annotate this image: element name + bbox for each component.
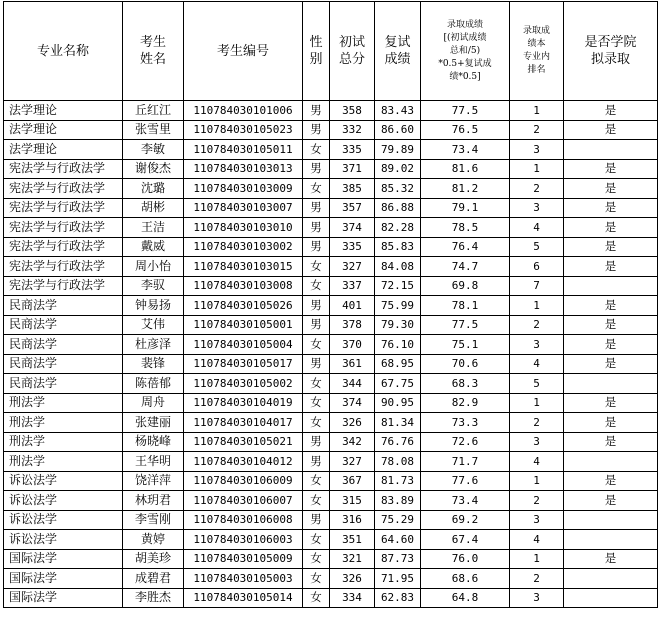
cell-retest-score: 85.83 — [375, 237, 421, 257]
cell-name: 饶洋萍 — [123, 471, 184, 491]
cell-name: 艾伟 — [123, 315, 184, 335]
cell-candidate-no: 110784030103007 — [184, 198, 303, 218]
table-row — [4, 179, 658, 199]
cell-major: 法学理论 — [4, 120, 123, 140]
table-row — [4, 296, 658, 316]
table-row — [4, 588, 658, 608]
table-row — [4, 374, 658, 394]
cell-gender: 男 — [303, 218, 330, 238]
cell-final-score: 81.6 — [421, 159, 510, 179]
table-row — [4, 549, 658, 569]
cell-rank: 3 — [510, 198, 564, 218]
cell-admit: 是 — [564, 315, 658, 335]
cell-rank: 2 — [510, 179, 564, 199]
cell-gender: 男 — [303, 452, 330, 472]
cell-final-score: 73.4 — [421, 491, 510, 511]
cell-initial-score: 385 — [330, 179, 375, 199]
cell-retest-score: 82.28 — [375, 218, 421, 238]
table-row — [4, 393, 658, 413]
table-row — [4, 218, 658, 238]
cell-name: 杨晓峰 — [123, 432, 184, 452]
cell-name: 陈蓓郁 — [123, 374, 184, 394]
cell-name: 成碧君 — [123, 569, 184, 589]
header-major: 专业名称 — [4, 2, 123, 101]
cell-retest-score: 75.29 — [375, 510, 421, 530]
cell-major: 宪法学与行政法学 — [4, 179, 123, 199]
cell-major: 诉讼法学 — [4, 491, 123, 511]
cell-candidate-no: 110784030104019 — [184, 393, 303, 413]
table-row — [4, 198, 658, 218]
cell-major: 民商法学 — [4, 374, 123, 394]
cell-initial-score: 315 — [330, 491, 375, 511]
cell-gender: 女 — [303, 588, 330, 608]
cell-final-score: 74.7 — [421, 257, 510, 277]
admission-results-table — [3, 1, 658, 608]
cell-rank: 3 — [510, 140, 564, 160]
cell-retest-score: 79.30 — [375, 315, 421, 335]
cell-candidate-no: 110784030103010 — [184, 218, 303, 238]
cell-initial-score: 374 — [330, 393, 375, 413]
cell-major: 国际法学 — [4, 549, 123, 569]
cell-retest-score: 68.95 — [375, 354, 421, 374]
cell-name: 林玥君 — [123, 491, 184, 511]
cell-retest-score: 87.73 — [375, 549, 421, 569]
cell-major: 宪法学与行政法学 — [4, 198, 123, 218]
cell-gender: 男 — [303, 198, 330, 218]
cell-gender: 女 — [303, 491, 330, 511]
table-row — [4, 315, 658, 335]
table-row — [4, 101, 658, 121]
cell-final-score: 81.2 — [421, 179, 510, 199]
cell-initial-score: 367 — [330, 471, 375, 491]
cell-final-score: 72.6 — [421, 432, 510, 452]
cell-gender: 男 — [303, 432, 330, 452]
table-row — [4, 159, 658, 179]
cell-admit: 是 — [564, 549, 658, 569]
cell-retest-score: 62.83 — [375, 588, 421, 608]
cell-name: 谢俊杰 — [123, 159, 184, 179]
cell-final-score: 68.3 — [421, 374, 510, 394]
cell-rank: 1 — [510, 296, 564, 316]
cell-gender: 女 — [303, 335, 330, 355]
cell-major: 国际法学 — [4, 569, 123, 589]
cell-initial-score: 321 — [330, 549, 375, 569]
cell-admit — [564, 510, 658, 530]
header-rank: 录取成 绩本 专业内 排名 — [510, 2, 564, 101]
cell-retest-score: 71.95 — [375, 569, 421, 589]
cell-gender: 女 — [303, 549, 330, 569]
cell-rank: 4 — [510, 530, 564, 550]
header-retest-score: 复试 成绩 — [375, 2, 421, 101]
cell-retest-score: 67.75 — [375, 374, 421, 394]
cell-major: 诉讼法学 — [4, 510, 123, 530]
cell-gender: 女 — [303, 276, 330, 296]
cell-name: 钟易扬 — [123, 296, 184, 316]
cell-initial-score: 378 — [330, 315, 375, 335]
header-initial-score: 初试 总分 — [330, 2, 375, 101]
cell-final-score: 79.1 — [421, 198, 510, 218]
cell-admit — [564, 140, 658, 160]
cell-candidate-no: 110784030105003 — [184, 569, 303, 589]
cell-gender: 女 — [303, 140, 330, 160]
cell-initial-score: 334 — [330, 588, 375, 608]
cell-name: 周舟 — [123, 393, 184, 413]
cell-major: 宪法学与行政法学 — [4, 159, 123, 179]
cell-final-score: 77.5 — [421, 315, 510, 335]
cell-final-score: 78.5 — [421, 218, 510, 238]
cell-final-score: 73.3 — [421, 413, 510, 433]
cell-gender: 女 — [303, 179, 330, 199]
cell-admit: 是 — [564, 237, 658, 257]
cell-major: 刑法学 — [4, 452, 123, 472]
cell-name: 王洁 — [123, 218, 184, 238]
table-row — [4, 237, 658, 257]
table-row — [4, 471, 658, 491]
cell-candidate-no: 110784030103013 — [184, 159, 303, 179]
cell-gender: 男 — [303, 315, 330, 335]
cell-gender: 男 — [303, 237, 330, 257]
cell-retest-score: 76.10 — [375, 335, 421, 355]
cell-candidate-no: 110784030103008 — [184, 276, 303, 296]
cell-admit — [564, 530, 658, 550]
cell-initial-score: 327 — [330, 257, 375, 277]
table-row — [4, 569, 658, 589]
cell-gender: 女 — [303, 374, 330, 394]
cell-candidate-no: 110784030105023 — [184, 120, 303, 140]
cell-retest-score: 81.34 — [375, 413, 421, 433]
cell-candidate-no: 110784030106009 — [184, 471, 303, 491]
cell-candidate-no: 110784030106008 — [184, 510, 303, 530]
cell-retest-score: 89.02 — [375, 159, 421, 179]
table-row — [4, 257, 658, 277]
cell-admit: 是 — [564, 471, 658, 491]
cell-final-score: 76.5 — [421, 120, 510, 140]
cell-initial-score: 361 — [330, 354, 375, 374]
cell-candidate-no: 110784030105009 — [184, 549, 303, 569]
header-final-score: 录取成绩 [(初试成绩 总和/5) *0.5+复试成 绩*0.5] — [421, 2, 510, 101]
cell-final-score: 82.9 — [421, 393, 510, 413]
cell-name: 胡美珍 — [123, 549, 184, 569]
cell-final-score: 68.6 — [421, 569, 510, 589]
cell-major: 诉讼法学 — [4, 530, 123, 550]
cell-name: 张雪里 — [123, 120, 184, 140]
cell-final-score: 76.0 — [421, 549, 510, 569]
cell-candidate-no: 110784030103002 — [184, 237, 303, 257]
cell-final-score: 75.1 — [421, 335, 510, 355]
table-row — [4, 452, 658, 472]
cell-final-score: 71.7 — [421, 452, 510, 472]
cell-name: 黄婷 — [123, 530, 184, 550]
cell-rank: 2 — [510, 413, 564, 433]
cell-initial-score: 371 — [330, 159, 375, 179]
cell-rank: 1 — [510, 549, 564, 569]
table-row — [4, 530, 658, 550]
cell-major: 民商法学 — [4, 296, 123, 316]
cell-retest-score: 76.76 — [375, 432, 421, 452]
cell-admit: 是 — [564, 257, 658, 277]
cell-initial-score: 370 — [330, 335, 375, 355]
cell-final-score: 69.8 — [421, 276, 510, 296]
cell-rank: 7 — [510, 276, 564, 296]
cell-admit: 是 — [564, 218, 658, 238]
cell-retest-score: 86.88 — [375, 198, 421, 218]
cell-gender: 女 — [303, 569, 330, 589]
cell-major: 刑法学 — [4, 393, 123, 413]
cell-rank: 5 — [510, 374, 564, 394]
cell-candidate-no: 110784030105004 — [184, 335, 303, 355]
cell-gender: 女 — [303, 393, 330, 413]
cell-initial-score: 358 — [330, 101, 375, 121]
cell-gender: 男 — [303, 510, 330, 530]
cell-candidate-no: 110784030104017 — [184, 413, 303, 433]
header-gender: 性 别 — [303, 2, 330, 101]
header-candidate-no: 考生编号 — [184, 2, 303, 101]
cell-initial-score: 337 — [330, 276, 375, 296]
cell-final-score: 73.4 — [421, 140, 510, 160]
cell-initial-score: 335 — [330, 237, 375, 257]
cell-admit: 是 — [564, 393, 658, 413]
cell-rank: 3 — [510, 432, 564, 452]
header-row — [4, 2, 658, 101]
table-row — [4, 335, 658, 355]
cell-name: 张建丽 — [123, 413, 184, 433]
cell-major: 诉讼法学 — [4, 471, 123, 491]
cell-retest-score: 86.60 — [375, 120, 421, 140]
table-row — [4, 354, 658, 374]
cell-name: 裴锋 — [123, 354, 184, 374]
cell-gender: 男 — [303, 296, 330, 316]
cell-final-score: 77.5 — [421, 101, 510, 121]
cell-name: 沈璐 — [123, 179, 184, 199]
cell-admit: 是 — [564, 198, 658, 218]
cell-retest-score: 75.99 — [375, 296, 421, 316]
cell-major: 刑法学 — [4, 432, 123, 452]
cell-major: 民商法学 — [4, 354, 123, 374]
cell-rank: 2 — [510, 569, 564, 589]
table-row — [4, 510, 658, 530]
cell-final-score: 67.4 — [421, 530, 510, 550]
cell-retest-score: 78.08 — [375, 452, 421, 472]
cell-major: 法学理论 — [4, 101, 123, 121]
cell-name: 李敏 — [123, 140, 184, 160]
cell-rank: 1 — [510, 159, 564, 179]
cell-candidate-no: 110784030104012 — [184, 452, 303, 472]
cell-retest-score: 84.08 — [375, 257, 421, 277]
cell-candidate-no: 110784030106003 — [184, 530, 303, 550]
cell-final-score: 78.1 — [421, 296, 510, 316]
cell-gender: 女 — [303, 257, 330, 277]
cell-major: 民商法学 — [4, 315, 123, 335]
cell-admit: 是 — [564, 120, 658, 140]
cell-rank: 2 — [510, 120, 564, 140]
cell-retest-score: 90.95 — [375, 393, 421, 413]
cell-major: 宪法学与行政法学 — [4, 276, 123, 296]
cell-gender: 男 — [303, 120, 330, 140]
table-row — [4, 491, 658, 511]
cell-admit: 是 — [564, 159, 658, 179]
table-body — [4, 101, 658, 608]
cell-gender: 女 — [303, 530, 330, 550]
cell-retest-score: 72.15 — [375, 276, 421, 296]
cell-retest-score: 83.89 — [375, 491, 421, 511]
cell-candidate-no: 110784030105014 — [184, 588, 303, 608]
cell-rank: 6 — [510, 257, 564, 277]
cell-candidate-no: 110784030105026 — [184, 296, 303, 316]
cell-name: 戴威 — [123, 237, 184, 257]
cell-rank: 3 — [510, 510, 564, 530]
cell-candidate-no: 110784030103015 — [184, 257, 303, 277]
cell-retest-score: 85.32 — [375, 179, 421, 199]
cell-gender: 女 — [303, 413, 330, 433]
cell-initial-score: 342 — [330, 432, 375, 452]
cell-initial-score: 327 — [330, 452, 375, 472]
cell-candidate-no: 110784030105017 — [184, 354, 303, 374]
cell-rank: 1 — [510, 471, 564, 491]
cell-admit: 是 — [564, 335, 658, 355]
cell-name: 王华明 — [123, 452, 184, 472]
cell-final-score: 70.6 — [421, 354, 510, 374]
cell-gender: 女 — [303, 471, 330, 491]
table-row — [4, 276, 658, 296]
cell-admit: 是 — [564, 413, 658, 433]
cell-admit — [564, 588, 658, 608]
table-row — [4, 120, 658, 140]
table-header — [4, 2, 658, 101]
cell-candidate-no: 110784030105002 — [184, 374, 303, 394]
cell-rank: 2 — [510, 491, 564, 511]
table-row — [4, 140, 658, 160]
table-row — [4, 432, 658, 452]
cell-initial-score: 326 — [330, 569, 375, 589]
cell-rank: 2 — [510, 315, 564, 335]
cell-admit: 是 — [564, 296, 658, 316]
cell-name: 胡彬 — [123, 198, 184, 218]
cell-rank: 4 — [510, 452, 564, 472]
cell-admit — [564, 276, 658, 296]
cell-rank: 1 — [510, 101, 564, 121]
cell-candidate-no: 110784030103009 — [184, 179, 303, 199]
cell-name: 丘红江 — [123, 101, 184, 121]
cell-admit: 是 — [564, 101, 658, 121]
cell-name: 李雪刚 — [123, 510, 184, 530]
cell-candidate-no: 110784030105021 — [184, 432, 303, 452]
header-admit: 是否学院 拟录取 — [564, 2, 658, 101]
cell-final-score: 77.6 — [421, 471, 510, 491]
cell-retest-score: 83.43 — [375, 101, 421, 121]
cell-name: 李驭 — [123, 276, 184, 296]
cell-initial-score: 316 — [330, 510, 375, 530]
cell-name: 李胜杰 — [123, 588, 184, 608]
cell-retest-score: 64.60 — [375, 530, 421, 550]
cell-candidate-no: 110784030105001 — [184, 315, 303, 335]
cell-major: 民商法学 — [4, 335, 123, 355]
cell-major: 刑法学 — [4, 413, 123, 433]
cell-rank: 3 — [510, 335, 564, 355]
cell-major: 宪法学与行政法学 — [4, 218, 123, 238]
cell-admit — [564, 374, 658, 394]
cell-gender: 男 — [303, 354, 330, 374]
cell-major: 宪法学与行政法学 — [4, 237, 123, 257]
cell-admit — [564, 569, 658, 589]
cell-candidate-no: 110784030101006 — [184, 101, 303, 121]
cell-major: 宪法学与行政法学 — [4, 257, 123, 277]
cell-rank: 4 — [510, 218, 564, 238]
cell-initial-score: 335 — [330, 140, 375, 160]
cell-major: 国际法学 — [4, 588, 123, 608]
cell-initial-score: 326 — [330, 413, 375, 433]
cell-gender: 男 — [303, 101, 330, 121]
cell-initial-score: 401 — [330, 296, 375, 316]
cell-major: 法学理论 — [4, 140, 123, 160]
cell-final-score: 69.2 — [421, 510, 510, 530]
cell-name: 周小怡 — [123, 257, 184, 277]
cell-initial-score: 374 — [330, 218, 375, 238]
cell-final-score: 76.4 — [421, 237, 510, 257]
cell-admit: 是 — [564, 354, 658, 374]
cell-retest-score: 81.73 — [375, 471, 421, 491]
cell-name: 杜彦泽 — [123, 335, 184, 355]
cell-rank: 4 — [510, 354, 564, 374]
cell-retest-score: 79.89 — [375, 140, 421, 160]
cell-initial-score: 344 — [330, 374, 375, 394]
cell-final-score: 64.8 — [421, 588, 510, 608]
cell-rank: 1 — [510, 393, 564, 413]
cell-rank: 3 — [510, 588, 564, 608]
header-name: 考生 姓名 — [123, 2, 184, 101]
cell-initial-score: 351 — [330, 530, 375, 550]
cell-candidate-no: 110784030106007 — [184, 491, 303, 511]
cell-initial-score: 357 — [330, 198, 375, 218]
cell-admit: 是 — [564, 432, 658, 452]
cell-candidate-no: 110784030105011 — [184, 140, 303, 160]
cell-admit: 是 — [564, 491, 658, 511]
table-row — [4, 413, 658, 433]
cell-rank: 5 — [510, 237, 564, 257]
cell-initial-score: 332 — [330, 120, 375, 140]
cell-admit — [564, 452, 658, 472]
cell-admit: 是 — [564, 179, 658, 199]
cell-gender: 男 — [303, 159, 330, 179]
